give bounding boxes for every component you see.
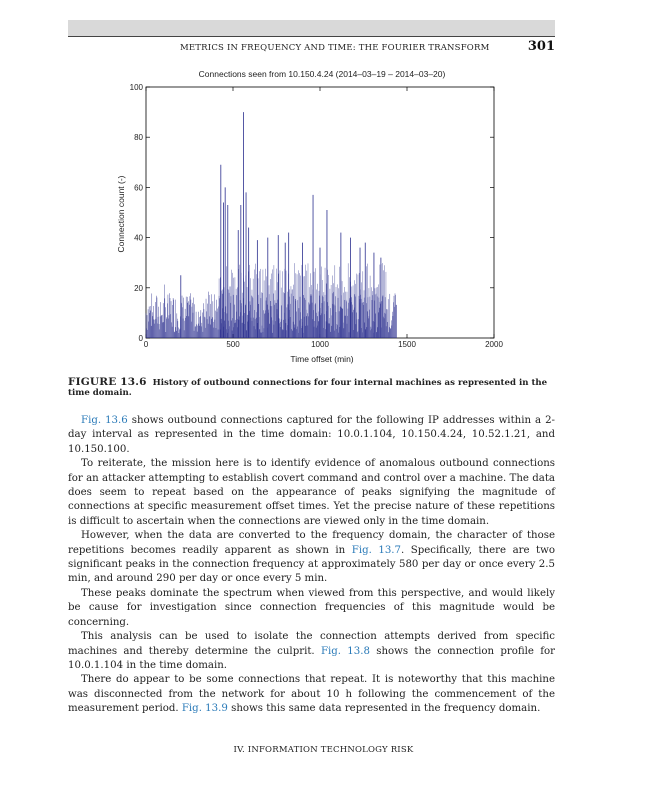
paragraph — [68, 457, 555, 529]
x-tick-label: 2000 — [485, 340, 503, 349]
paragraph-text: shows outbound connections captured for the following IP addresses within a 2-day interval as represented in the time domain: 10.0.1.104, 10.150.4.24, 10.52.1.21, and 10.150.100. — [68, 415, 556, 455]
paragraph-text: shows this same data represented in the frequency domain. — [227, 703, 541, 715]
chart-title: Connections seen from 10.150.4.24 (2014–03–19 – 2014–03–20) — [198, 69, 446, 79]
time-domain-chart — [0, 0, 647, 372]
y-tick-label: 100 — [129, 83, 143, 92]
y-tick-label: 0 — [138, 334, 143, 343]
figure-caption — [68, 376, 558, 398]
y-tick-label: 40 — [134, 233, 143, 243]
running-head: METRICS IN FREQUENCY AND TIME: THE FOURIER TRANSFORM — [180, 43, 490, 53]
y-tick-label: 80 — [134, 133, 143, 143]
page-footer: IV. INFORMATION TECHNOLOGY RISK — [233, 745, 414, 755]
paragraph-text: shows the connection profile for 10.0.1.104 in the time domain. — [68, 645, 555, 671]
x-tick-label: 1500 — [398, 340, 416, 349]
paragraph — [68, 529, 555, 587]
paragraph-text: . Specifically, there are two significant peaks in the connection frequency at approximately 580 per day or once every 2.5 min, and around 290 per day or once every 5 min. — [68, 544, 556, 585]
paragraph-text: This analysis can be used to isolate the connection attempts derived from specific machines and thereby determine the culprit. — [68, 631, 555, 657]
paragraph — [68, 630, 555, 673]
paragraph-text: These peaks dominate the spectrum when viewed from this perspective, and would likely be cause for investigation since connection frequencies of this magnitude would be concerning. — [68, 587, 555, 628]
x-tick-label: 500 — [226, 340, 240, 349]
y-tick-label: 20 — [134, 283, 143, 293]
x-tick-label: 0 — [143, 340, 149, 349]
body-text — [68, 414, 555, 717]
figure-label: FIGURE 13.6 — [68, 376, 147, 388]
y-tick-label: 60 — [134, 183, 143, 193]
figure-link[interactable]: Fig. 13.9 — [181, 703, 228, 715]
figure-link[interactable]: Fig. 13.6 — [81, 415, 128, 426]
paragraph — [68, 414, 555, 457]
paragraph — [68, 587, 555, 630]
x-tick-label: 1000 — [311, 340, 329, 349]
chart-y-label: Connection count (-) — [116, 175, 126, 253]
paragraph — [68, 673, 555, 716]
figure-link[interactable]: Fig. 13.8 — [320, 645, 370, 657]
paragraph-text: To reiterate, the mission here is to identify evidence of anomalous outbound connections for an attacker attempting to establish covert command and control over a machine. The data does seem to repeat based on the appearance of peaks signifying the magnitude of connections at specific measurement offset times. Yet the precise nature of these repetitions is difficult to ascertain when the connections are viewed only in the time domain. — [68, 458, 555, 527]
paragraph-text: There do appear to be some connections that repeat. It is noteworthy that this machine was disconnected from the network for about 10 h following the commencement of the measurement period. — [68, 674, 555, 715]
page-number: 301 — [527, 39, 555, 54]
chart-series — [146, 112, 397, 338]
figure-link[interactable]: Fig. 13.7 — [351, 544, 402, 556]
paragraph-text: However, when the data are converted to the frequency domain, the character of those repetitions becomes readily apparent as shown in — [68, 530, 555, 556]
figure-caption-text: History of outbound connections for four internal machines as represented in the time domain. — [68, 378, 548, 398]
chart-x-label: Time offset (min) — [290, 354, 354, 364]
